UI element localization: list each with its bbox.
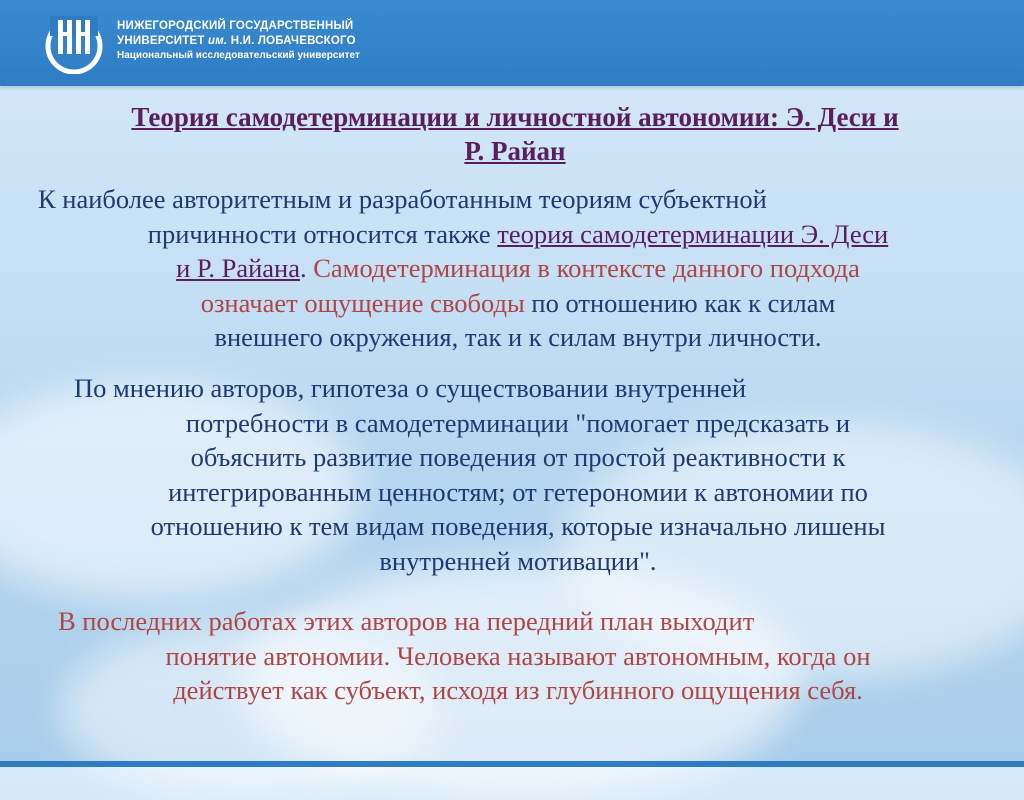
university-name: [117, 19, 360, 63]
theory-link-text: теория самодетерминации Э. Деси: [497, 218, 889, 249]
university-name-line1: НИЖЕГОРОДСКИЙ ГОСУДАРСТВЕННЫЙ: [117, 20, 354, 32]
paragraph-3: В последних работах этих авторов на передний план выходит понятие автономии. Человека называют автономным, когда он действует как субъект, исходя из глубинного ощущения себя.: [58, 606, 871, 705]
paragraph-2: По мнению авторов, гипотеза о существовании внутренней потребности в самодетерминации "помогает предсказать и объяснить развитие поведения от простой реактивности к интегрированным ценностям; от гетерономии к автономии по отношению к тем видам поведения, которые изначально лишены внутренней мотивации".: [74, 373, 886, 576]
university-subtitle: Национальный исследовательский университет: [117, 50, 360, 61]
svg-text:ННГУ: ННГУ: [74, 18, 77, 19]
university-logo-icon: [40, 12, 108, 74]
header-banner: [0, 0, 1024, 86]
university-name-line2: УНИВЕРСИТЕТ им. Н.И. ЛОБАЧЕВСКОГО: [117, 35, 356, 47]
paragraph-1: К наиболее авторитетным и разработанным теориям субъектной причинности относится также теория самодетерминации Э. Деси и Р. Райана. Самодетерминация в контексте данного подхода означает ощущение свободы по отношению как к силам внешнего окружения, так и к силам внутри личности.: [38, 184, 889, 352]
slide-title: Теория самодетерминации и личностной автономии: Э. Деси и Р. Райан: [131, 102, 899, 166]
bottom-bar: [0, 761, 1024, 767]
